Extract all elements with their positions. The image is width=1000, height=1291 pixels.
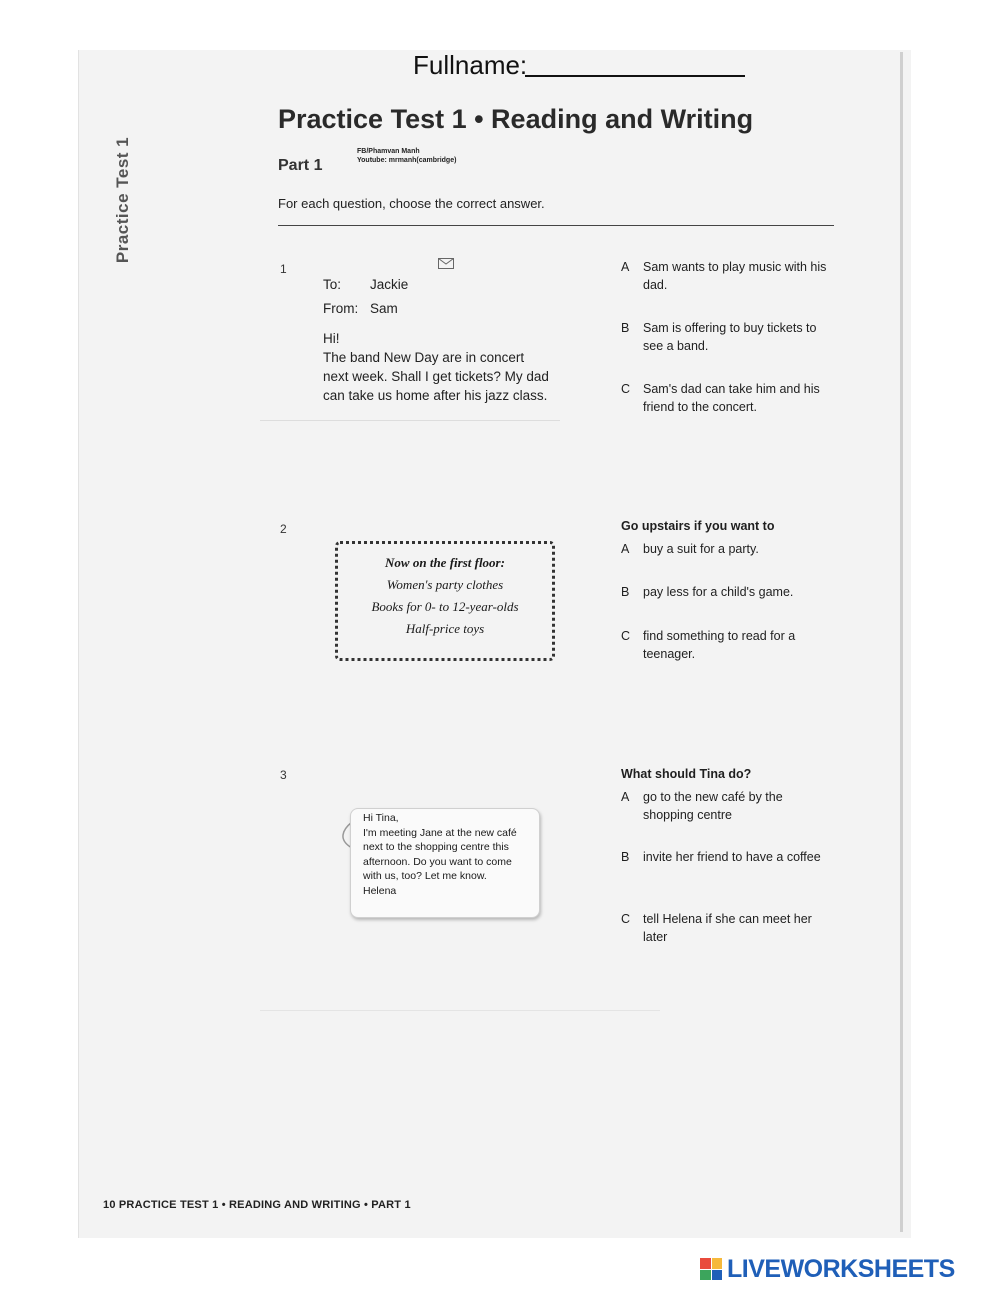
notice-line: Books for 0- to 12-year-olds [371,599,519,614]
page-footer: 10 PRACTICE TEST 1 • READING AND WRITING • PART 1 [103,1199,411,1211]
instruction: For each question, choose the correct answer. [278,196,545,211]
question-1-option-a[interactable] [621,258,833,294]
email-to-row [323,275,568,294]
question-2-option-b[interactable] [621,583,833,601]
notice-line: Women's party clothes [386,577,504,592]
option-text: pay less for a child's game. [643,585,794,599]
question-2-option-a[interactable] [621,540,833,558]
page-edge-shadow [900,52,903,1232]
email-to-label: To: [323,277,342,292]
question-3-number: 3 [280,768,287,782]
credits [357,147,456,165]
side-label-text: Practice Test 1 [113,136,132,264]
option-letter: B [621,585,630,599]
option-letter: C [621,912,631,926]
email-from-value: Sam [370,301,398,316]
question-1-option-c[interactable] [621,380,833,416]
email-body-line: The band New Day are in concert [323,350,525,365]
divider [278,225,834,226]
option-letter: A [621,260,630,274]
notice-heading: Now on the first floor: [385,555,505,570]
option-text: go to the new café by the shopping centre [643,790,783,822]
question-3-option-b[interactable] [621,848,833,866]
question-2-notice [335,541,555,661]
message-signature: Helena [363,884,397,897]
email-greeting: Hi! [323,331,340,346]
message-line: I'm meeting Jane at the new café [363,826,517,839]
part-heading: Part 1 [278,157,323,174]
question-2-option-c[interactable] [621,627,833,663]
credit-line: Youtube: mrmanh(cambridge) [357,157,457,164]
question-3-message [350,808,540,918]
page-title: Practice Test 1 • Reading and Writing [278,104,754,134]
notice-line: Half-price toys [405,621,485,636]
option-text: find something to read for a teenager. [643,629,796,661]
option-text: tell Helena if she can meet her later [643,912,812,944]
email-to-value: Jackie [370,277,409,292]
question-2-number: 2 [280,522,287,536]
option-letter: A [621,790,630,804]
logo-mark-icon [700,1258,722,1280]
question-1-option-b[interactable] [621,319,833,355]
email-from-row [323,299,568,318]
question-1-number: 1 [280,262,287,276]
option-letter: B [621,321,630,335]
message-line: Hi Tina, [363,812,399,824]
message-line: with us, too? Let me know. [363,870,487,882]
question-3-prompt: What should Tina do? [621,767,752,781]
question-3-option-c[interactable] [621,910,833,946]
email-body-line: next week. Shall I get tickets? My dad [323,369,549,384]
fullname-label: Fullname: [413,50,528,80]
option-text: invite her friend to have a coffee [643,850,821,864]
option-letter: C [621,382,631,396]
fullname-input-line[interactable] [525,75,745,77]
email-body-line: can take us home after his jazz class. [323,388,548,403]
message-line: next to the shopping centre this [363,841,509,853]
liveworksheets-logo[interactable] [700,1256,955,1282]
option-text: buy a suit for a party. [643,542,759,556]
option-text: Sam wants to play music with his dad. [643,260,827,292]
question-1-email [323,275,568,405]
side-label [103,125,143,275]
credit-line: FB/Phamvan Manh [357,148,420,155]
email-from-label: From: [323,301,359,316]
question-3-option-a[interactable] [621,788,833,824]
brand-name: LIVEWORKSHEETS [727,1254,955,1283]
option-text: Sam's dad can take him and his friend to the concert. [643,382,820,414]
option-letter: B [621,850,630,864]
option-text: Sam is offering to buy tickets to see a band. [643,321,817,353]
envelope-icon [438,258,454,269]
option-letter: A [621,542,630,556]
question-2-prompt: Go upstairs if you want to [621,519,775,533]
option-letter: C [621,629,631,643]
message-line: afternoon. Do you want to come [363,855,512,868]
